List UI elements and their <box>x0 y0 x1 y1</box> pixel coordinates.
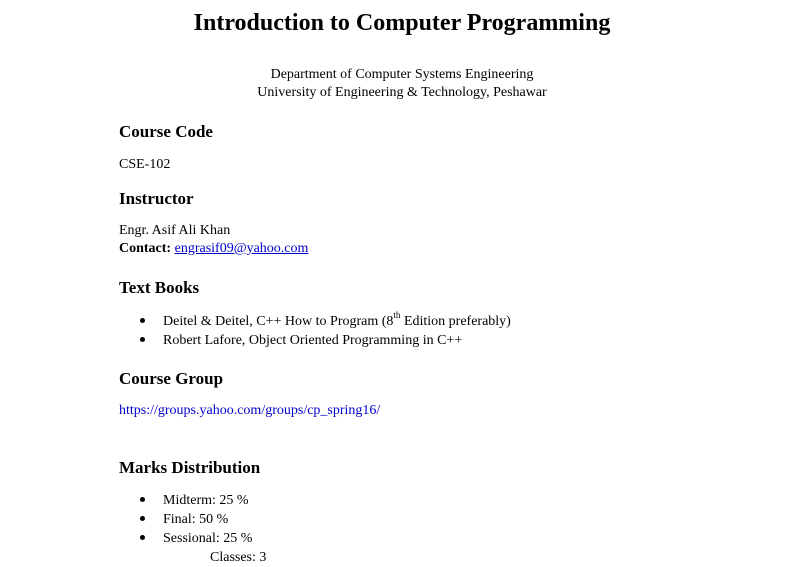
bullet-icon <box>140 497 145 502</box>
text-books-heading: Text Books <box>119 278 200 297</box>
course-code-value: CSE-102 <box>119 157 171 172</box>
instructor-contact <box>119 240 308 258</box>
marks-item <box>140 530 252 548</box>
bullet-icon <box>140 535 145 540</box>
edition-superscript: th <box>393 310 401 321</box>
marks-subitem-partial: Classes: 3 <box>210 550 267 565</box>
bullet-icon <box>140 337 145 342</box>
marks-item-text: Midterm: 25 % <box>163 493 249 508</box>
text-book-title: Deitel & Deitel, C++ How to Program (8 <box>163 314 394 329</box>
marks-item <box>140 492 249 510</box>
marks-item-text: Sessional: 25 % <box>163 531 253 546</box>
text-book-title: Robert Lafore, Object Oriented Programming in C++ <box>163 333 463 348</box>
university-name: University of Engineering & Technology, Peshawar <box>257 85 547 100</box>
instructor-name: Engr. Asif Ali Khan <box>119 223 231 238</box>
department-name: Department of Computer Systems Engineering <box>270 67 534 82</box>
instructor-email-link[interactable]: engrasif09@yahoo.com <box>174 241 309 256</box>
marks-item-text: Final: 50 % <box>163 512 229 527</box>
text-book-item <box>140 310 511 331</box>
instructor-heading: Instructor <box>119 189 194 208</box>
bullet-icon <box>140 318 145 323</box>
course-group-line <box>119 402 380 420</box>
text-book-note: Edition preferably) <box>400 314 511 329</box>
marks-item <box>140 511 228 529</box>
marks-distribution-heading: Marks Distribution <box>119 458 261 477</box>
bullet-icon <box>140 516 145 521</box>
text-book-item <box>140 332 462 350</box>
document-title: Introduction to Computer Programming <box>193 10 611 36</box>
course-group-link[interactable]: https://groups.yahoo.com/groups/cp_spring16/ <box>119 403 381 418</box>
course-code-heading: Course Code <box>119 122 213 141</box>
contact-label: Contact: <box>119 241 172 256</box>
course-group-heading: Course Group <box>119 369 224 388</box>
